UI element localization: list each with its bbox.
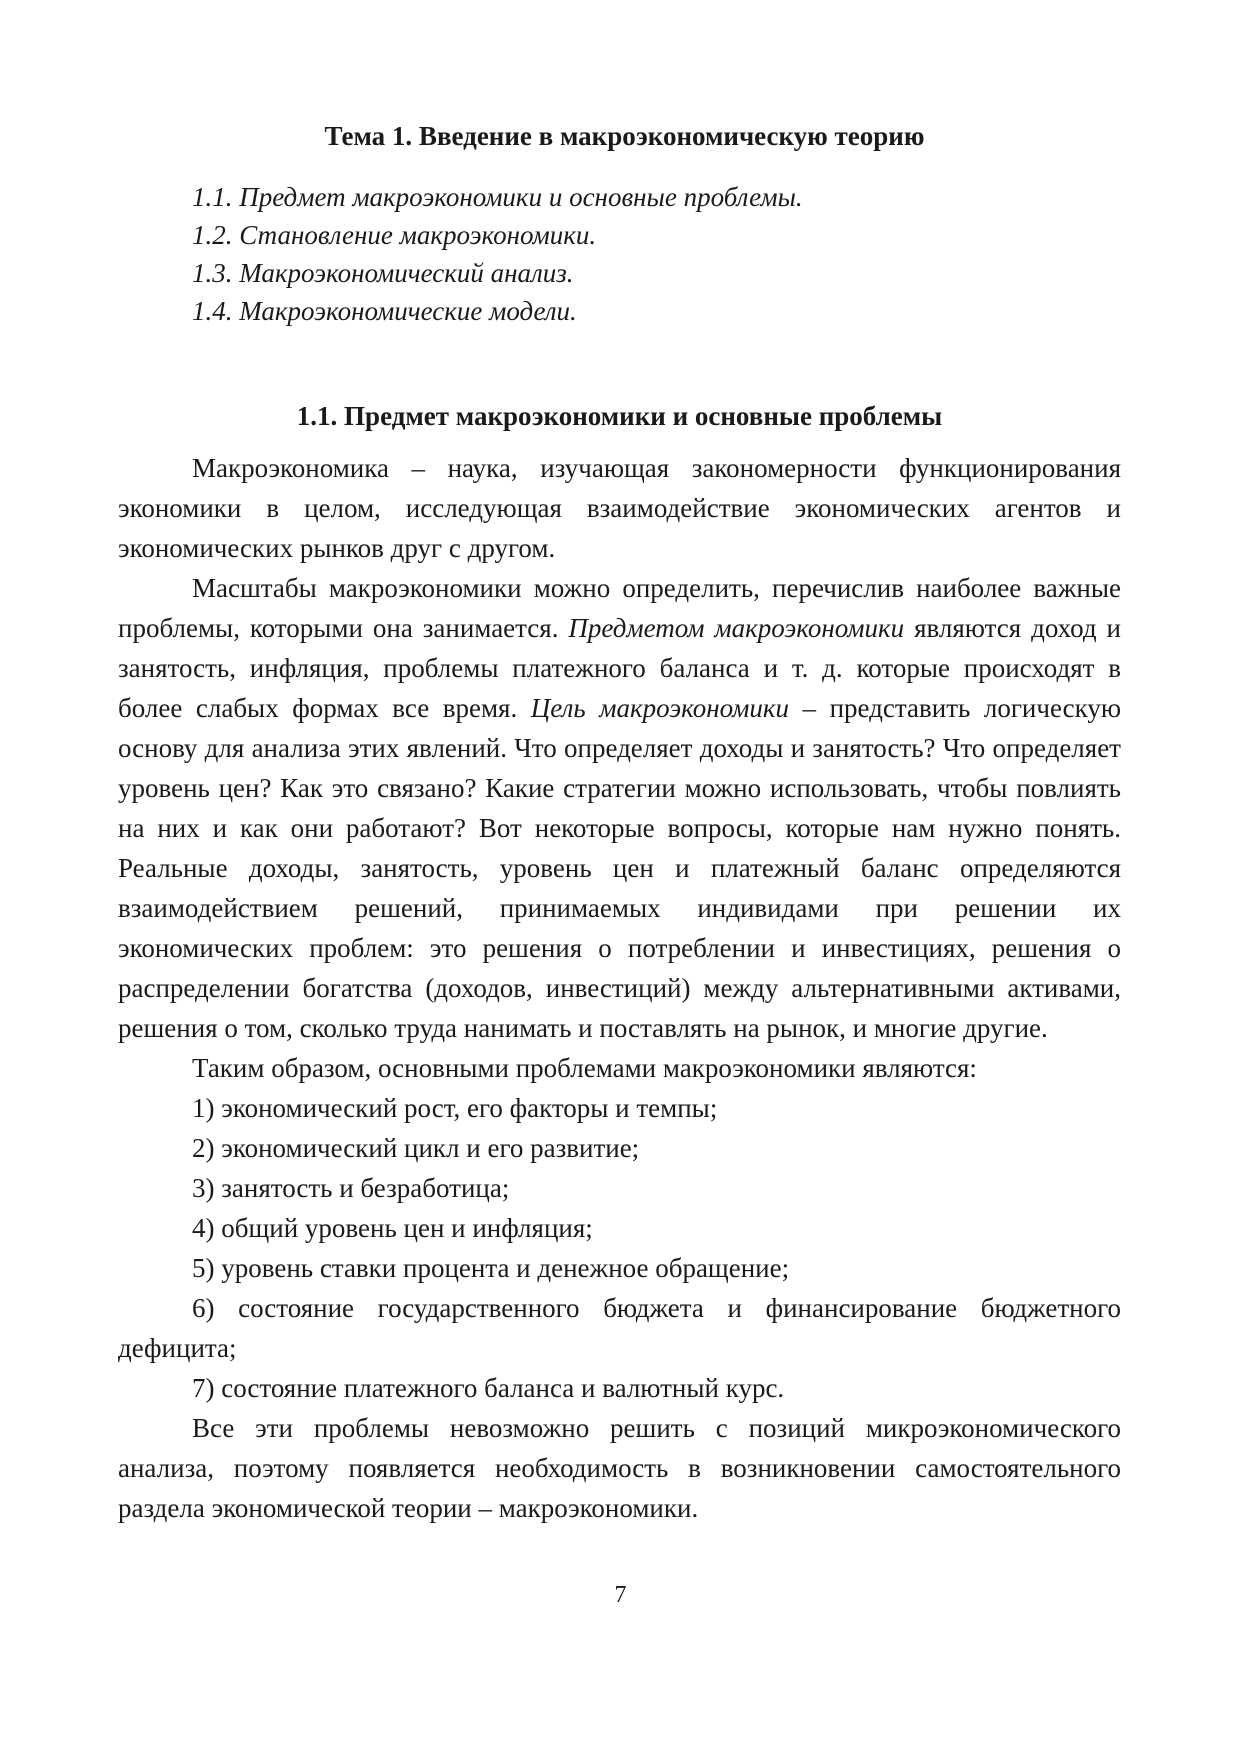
problem-item: 2) экономический цикл и его развитие; bbox=[192, 1133, 640, 1163]
paragraph-scope bbox=[118, 568, 1121, 1048]
page-number: 7 bbox=[614, 1582, 627, 1608]
problem-item: 1) экономический рост, его факторы и темпы; bbox=[192, 1093, 718, 1123]
document-page bbox=[118, 116, 1121, 1528]
toc-item: 1.1. Предмет макроэкономики и основные проблемы. bbox=[192, 182, 803, 212]
toc-item: 1.3. Макроэкономический анализ. bbox=[192, 258, 574, 288]
topic-title: Тема 1. Введение в макроэкономическую теорию bbox=[324, 121, 925, 151]
problem-item: 4) общий уровень цен и инфляция; bbox=[192, 1213, 593, 1243]
emphasis-goal: Цель макроэкономики bbox=[530, 693, 789, 723]
paragraph-definition: Макроэкономика – наука, изучающая закономерности функционирования экономики в целом, исследующая взаимодействие экономических агентов и экономических рынков друг с другом. bbox=[118, 453, 1121, 563]
paragraph-conclusion: Все эти проблемы невозможно решить с позиций микроэкономического анализа, поэтому появляется необходимость в возникновении самостоятельного раздела экономической теории – макроэкономики. bbox=[118, 1413, 1121, 1523]
paragraph-text: – представить логическую основу для анализа этих явлений. Что определяет доходы и занятость? Что определяет уровень цен? Как это связано? Какие стратегии можно использовать, чтобы повлиять на них и как они работают? Вот некоторые вопросы, которые нам нужно понять. Реальные доходы, занятость, уровень цен и платежный баланс определяются взаимодействием решений, принимаемых индивидами при решении их экономических проблем: это решения о потреблении и инвестициях, решения о распределении богатства (доходов, инвестиций) между альтернативными активами, решения о том, сколько труда нанимать и поставлять на рынок, и многие другие. bbox=[118, 693, 1121, 1043]
toc-item: 1.2. Становление макроэкономики. bbox=[192, 220, 597, 250]
problem-item: 7) состояние платежного баланса и валютный курс. bbox=[192, 1373, 785, 1403]
paragraph-text: являются доход и занятость, инфляция, проблемы платежного баланса и т. д. которые происходят в более слабых формах все время. bbox=[118, 613, 1121, 723]
section-title: 1.1. Предмет макроэкономики и основные проблемы bbox=[296, 401, 943, 431]
problem-item: 6) состояние государственного бюджета и финансирование бюджетного дефицита; bbox=[118, 1293, 1121, 1363]
table-of-contents bbox=[118, 178, 1121, 330]
paragraph-problems-intro: Таким образом, основными проблемами макроэкономики являются: bbox=[192, 1053, 977, 1083]
problem-item: 5) уровень ставки процента и денежное обращение; bbox=[192, 1253, 790, 1283]
toc-item: 1.4. Макроэкономические модели. bbox=[192, 296, 577, 326]
paragraph-text: Масштабы макроэкономики можно определить, перечислив наиболее важные проблемы, которыми она занимается. bbox=[118, 573, 1121, 643]
emphasis-subject: Предметом макроэкономики bbox=[568, 613, 905, 643]
problem-item: 3) занятость и безработица; bbox=[192, 1173, 510, 1203]
